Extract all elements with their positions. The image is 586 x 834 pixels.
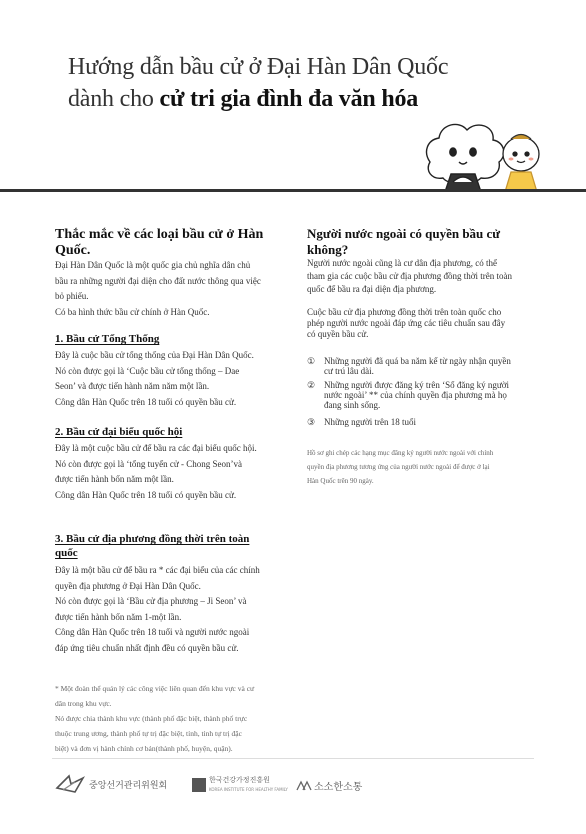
footnote-line: quyền địa phương tương ứng của người nước ngoài để được ở lại xyxy=(307,463,490,471)
title-line-2-prefix: dành cho xyxy=(68,86,160,112)
section-2-body xyxy=(55,441,257,503)
text-line: Seon’ và được tiến hành năm năm một lần. xyxy=(55,381,210,391)
nec-logo-text: 중앙선거관리위원회 xyxy=(89,781,168,791)
sosohan-logo-text: 소소한소통 xyxy=(314,782,363,793)
footnote-line: * Một đoàn thể quản lý các công việc liên quan đến khu vực và cư xyxy=(55,684,255,693)
title-line-1: Hướng dẫn bầu cử ở Đại Hàn Dân Quốc xyxy=(68,54,449,80)
kihf-logo-text: 한국건강가정진흥원 xyxy=(209,776,270,784)
section-3-title-line-2: quốc xyxy=(55,547,78,559)
mascots-illustration xyxy=(415,112,565,192)
text-line: được tiến hành bốn năm 1-một lần. xyxy=(55,611,182,622)
item-number: ② xyxy=(307,380,316,390)
text-line: Công dân Hàn Quốc trên 18 tuổi và người nước ngoài xyxy=(55,627,250,637)
text-line: cư trú lâu dài. xyxy=(324,366,374,376)
right-footnote xyxy=(307,446,493,488)
mascot-big xyxy=(427,124,504,192)
section-3-title xyxy=(55,532,249,560)
text-line: Đây là một cuộc bầu cử để bầu ra các đại biểu quốc hội. xyxy=(55,443,257,453)
text-line: Đại Hàn Dân Quốc là một quốc gia chủ nghĩa dân chủ xyxy=(55,260,251,270)
text-line: Công dân Hàn Quốc trên 18 tuổi có quyền bầu cử. xyxy=(55,489,237,500)
section-2-title: 2. Bầu cử đại biểu quốc hội xyxy=(55,426,183,438)
section-1-body xyxy=(55,348,254,410)
title-line-2 xyxy=(68,86,418,113)
title-line-2-bold: cử tri gia đình đa văn hóa xyxy=(159,86,419,112)
right-heading-line-1: Người nước ngoài có quyền bầu cử xyxy=(307,226,501,241)
section-1-title: 1. Bầu cử Tổng Thống xyxy=(55,333,160,345)
text-line: Cuộc bầu cử địa phương đồng thời trên toàn quốc cho xyxy=(307,307,502,317)
left-heading-line-1: Thắc mắc về các loại bầu cử ở Hàn xyxy=(55,227,264,242)
footnote-line: Nó được chia thành khu vực (thành phố đặc biệt, thành phố trực xyxy=(55,714,248,723)
text-line: Những người đã quá ba năm kể từ ngày nhận quyền xyxy=(324,356,511,366)
section-3-title-line-1: 3. Bầu cử địa phương đồng thời trên toàn xyxy=(55,533,250,545)
text-line: Đây là một bầu cử để bầu ra * các đại biểu của các chính xyxy=(55,565,260,575)
text-line: bỏ phiếu. xyxy=(55,291,89,301)
footnote-line: dân trong khu vực. xyxy=(55,699,112,708)
text-line: Những người được đăng ký trên ‘Sổ đăng ký người xyxy=(324,380,510,390)
footnote-line: thuộc trung ương, thành phố tự trị đặc biệt, tỉnh, tỉnh tự trị đặc xyxy=(55,729,242,738)
text-line: có quyền bầu cử. xyxy=(307,329,369,339)
text-line: quốc để bầu ra đại diện địa phương. xyxy=(307,284,437,294)
text-line: Đây là cuộc bầu cử tổng thống của Đại Hàn Dân Quốc. xyxy=(55,350,254,360)
section-3-body xyxy=(55,563,260,656)
text-line: được tiến hành bốn năm một lần. xyxy=(55,474,174,484)
right-criteria-intro xyxy=(307,307,505,340)
sosohan-logo-icon xyxy=(296,780,312,792)
text-line: đáp ứng tiêu chuẩn nhất định đều có quyền bầu cử. xyxy=(55,642,239,653)
footnote-line: Hồ sơ ghi chép các hạng mục đăng ký người nước ngoài với chính xyxy=(307,449,494,457)
left-intro xyxy=(55,258,261,320)
right-intro xyxy=(307,257,512,296)
footer-divider xyxy=(52,758,534,759)
right-heading-line-2: không? xyxy=(307,242,349,257)
footnote-line: biệt) và đơn vị hành chính cơ bản(thành phố, huyện, quận). xyxy=(55,744,233,753)
text-line: nước ngoài’ ** của chính quyền địa phương mà họ xyxy=(324,390,507,400)
kihf-logo-subtext: KOREA INSTITUTE FOR HEALTHY FAMILY xyxy=(209,787,288,792)
item-number: ③ xyxy=(307,417,316,427)
text-line: quyền địa phương ở Đại Hàn Dân Quốc. xyxy=(55,580,201,591)
header-divider xyxy=(0,189,586,192)
text-line: bầu ra những người đại diện cho đất nước thông qua việc xyxy=(55,275,261,286)
footnote-line: Hàn Quốc trên 90 ngày. xyxy=(307,477,374,485)
text-line: phép người nước ngoài đáp ứng các tiêu chuẩn sau đây xyxy=(307,318,506,328)
text-line: Nó còn được gọi là ‘tổng tuyển cử - Chong Seon’và xyxy=(55,458,242,469)
item-number: ① xyxy=(307,356,316,366)
text-line: Có ba hình thức bầu cử chính ở Hàn Quốc. xyxy=(55,306,210,317)
text-line: Những người trên 18 tuổi xyxy=(324,417,417,427)
header xyxy=(0,0,586,192)
nec-logo-icon xyxy=(55,772,87,794)
text-line: Người nước ngoài cũng là cư dân địa phương, có thể xyxy=(307,258,497,268)
text-line: Nó còn được gọi là ‘Bầu cử địa phương – Ji Seon’ và xyxy=(55,596,247,606)
text-line: tham gia các cuộc bầu cử địa phương đồng thời trên toàn xyxy=(307,271,512,281)
text-line: Công dân Hàn Quốc trên 18 tuổi có quyền bầu cử. xyxy=(55,396,237,407)
left-footnote xyxy=(55,681,254,756)
text-line: đang sinh sống. xyxy=(324,400,381,410)
kihf-logo-icon xyxy=(192,778,206,792)
text-line: Nó còn được gọi là ‘Cuộc bầu cử tổng thống – Dae xyxy=(55,365,240,376)
left-heading-line-2: Quốc. xyxy=(55,243,91,258)
mascot-small xyxy=(503,135,539,193)
